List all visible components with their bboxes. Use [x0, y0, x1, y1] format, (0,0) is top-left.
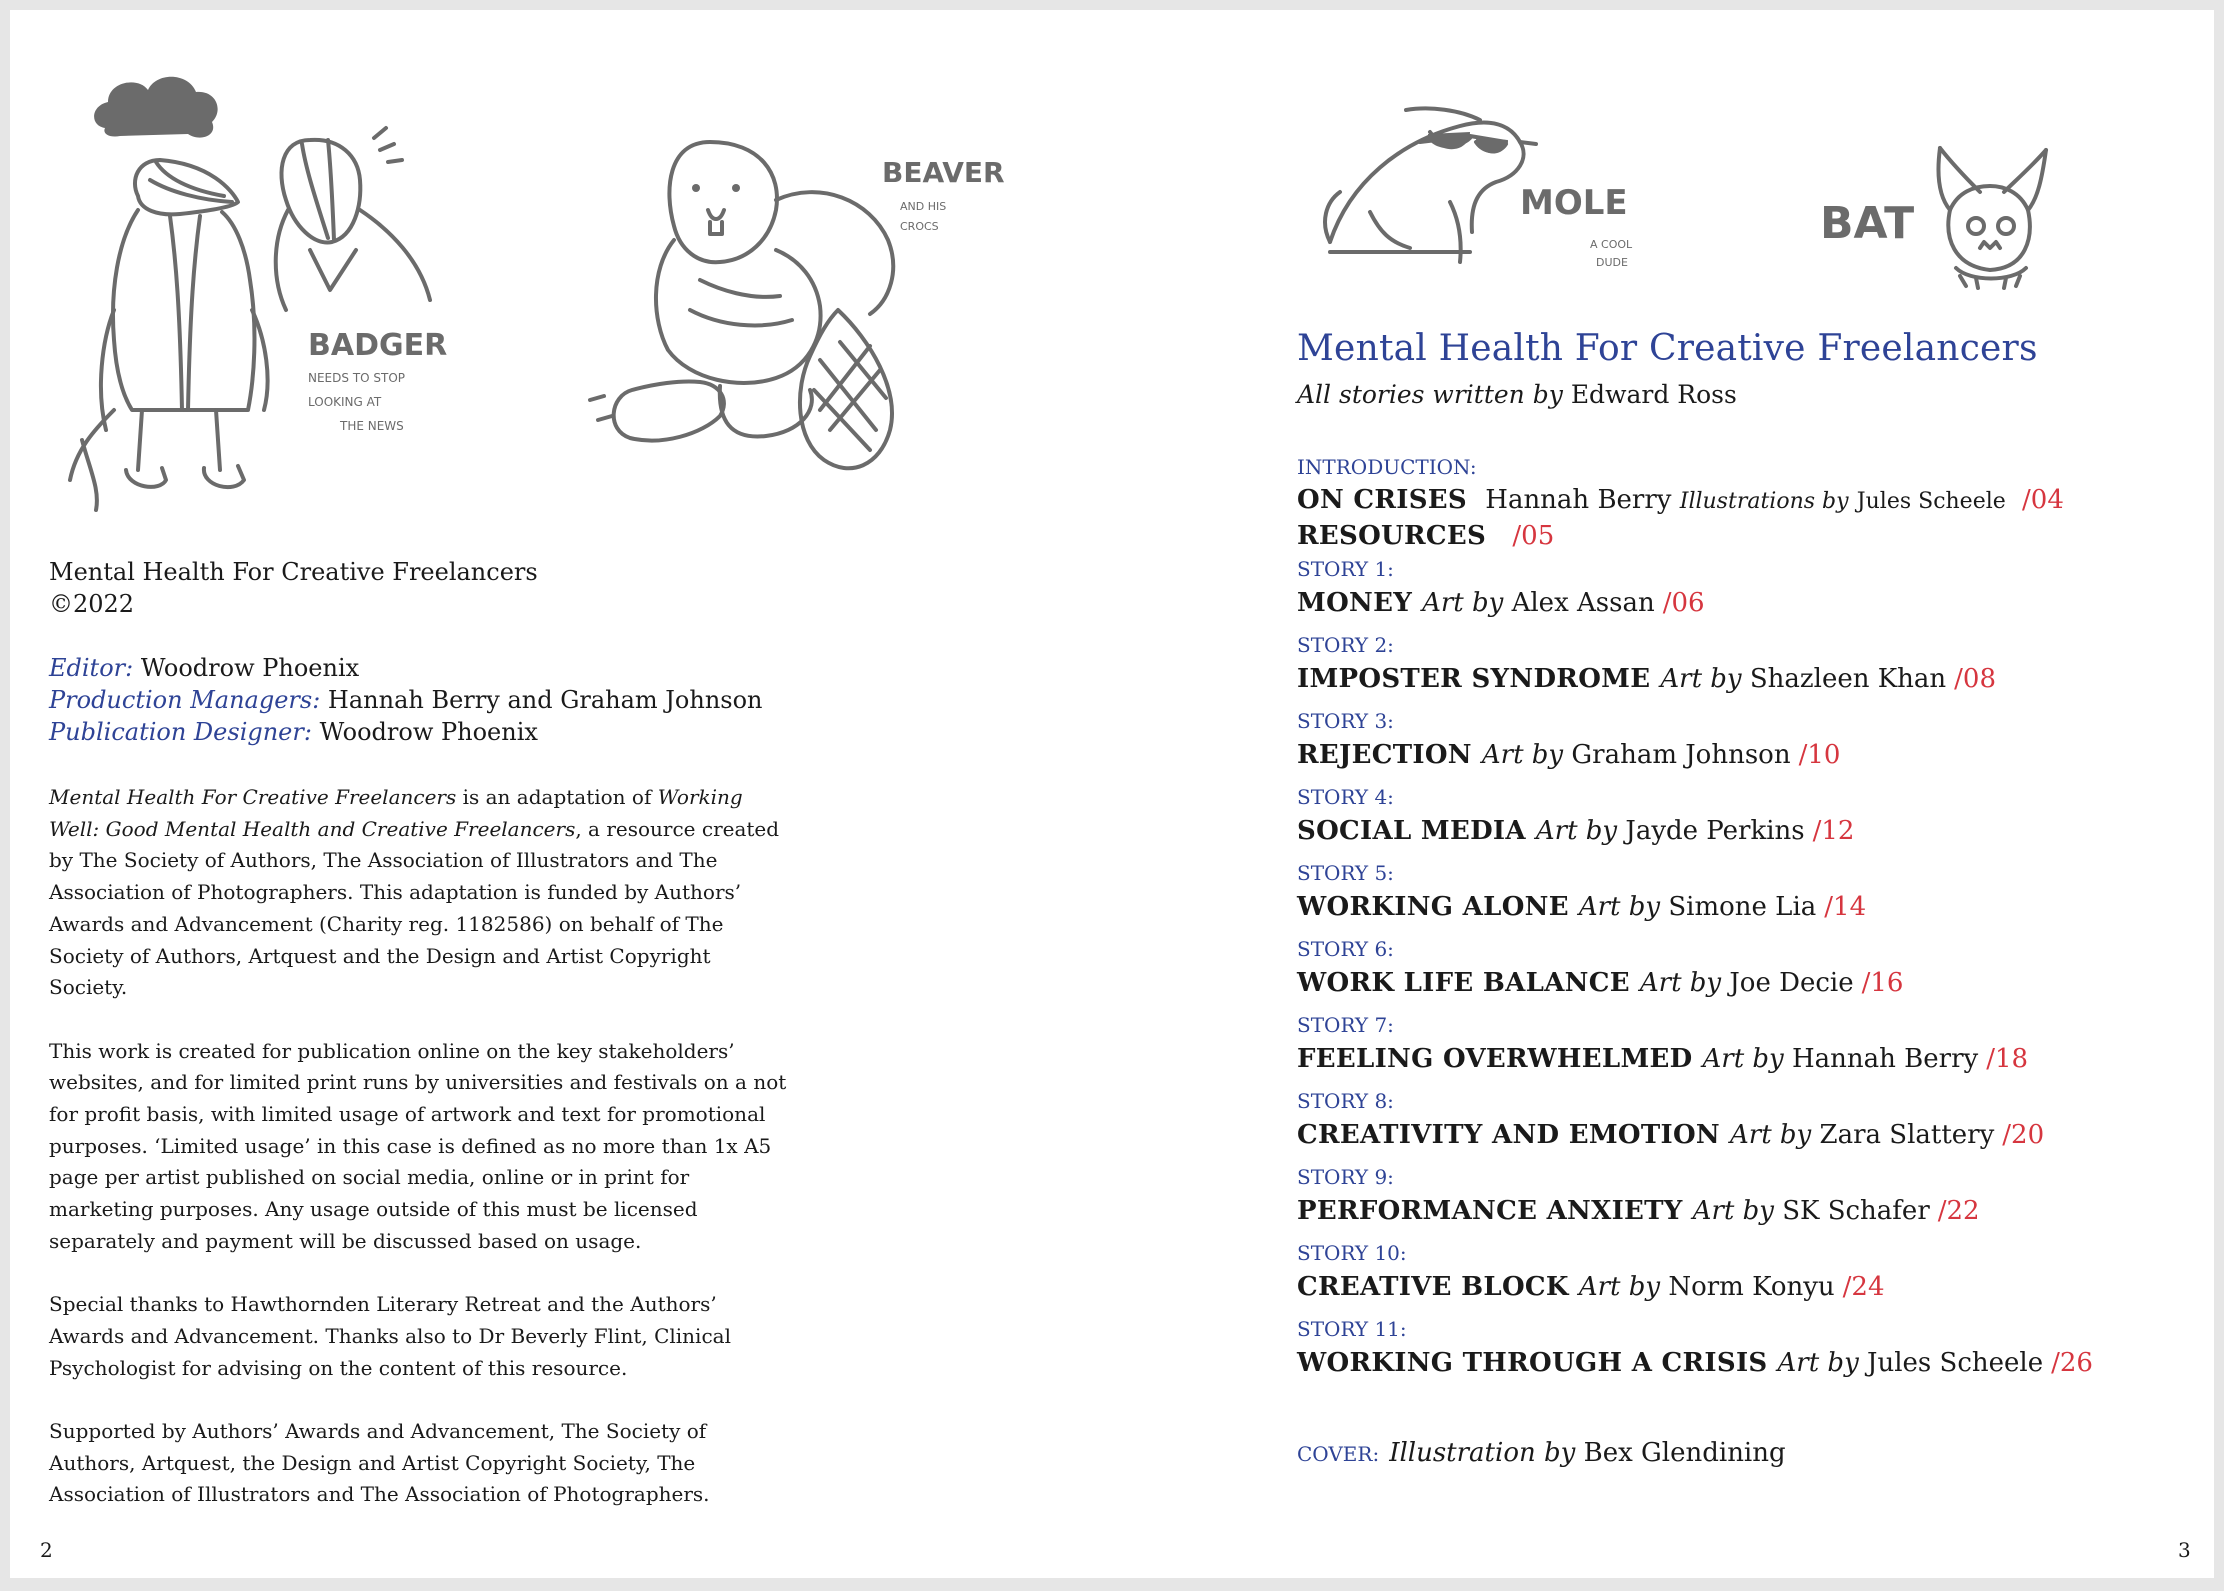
beaver-illustration	[570, 130, 1005, 490]
credit-publication-designer	[49, 716, 763, 748]
badger-note-line-1: NEEDS TO STOP	[308, 371, 406, 385]
toc-entry-story[interactable]: IMPOSTER SYNDROME Art by Shazleen Khan /08	[1297, 664, 1996, 694]
copyright: ©2022	[49, 590, 135, 618]
badger-note-line-2: LOOKING AT	[308, 395, 382, 409]
mole-illustration	[1310, 102, 1690, 282]
toc-page-number: /04	[2022, 485, 2064, 515]
badger-illustration	[10, 10, 550, 530]
toc-story-label: STORY 3:	[1297, 709, 1394, 733]
story-list	[1297, 556, 2157, 1392]
beaver-label: BEAVER	[882, 156, 1005, 189]
body-text	[49, 782, 789, 1543]
toc-page-number: /18	[1986, 1044, 2029, 1074]
mole-note-line-2: DUDE	[1596, 256, 1628, 269]
toc-entry-story[interactable]: CREATIVITY AND EMOTION Art by Zara Slattery /20	[1297, 1120, 2045, 1150]
cloud-icon	[94, 77, 218, 138]
page-number-left: 2	[40, 1538, 53, 1562]
badger-worried-icon	[276, 128, 430, 310]
badger-label: BADGER	[308, 328, 448, 363]
bat-icon	[1938, 148, 2046, 288]
publication-info	[49, 556, 538, 620]
toc-page-number: /12	[1812, 816, 1855, 846]
toc-page-number: /16	[1861, 968, 1904, 998]
toc-page-number: /10	[1798, 740, 1841, 770]
toc-page-number: /22	[1937, 1196, 1980, 1226]
toc-page-number: /14	[1824, 892, 1867, 922]
paragraph-usage: This work is created for publication online on the key stakeholders’ websites, and for limited print runs by universities and festivals on a not for profit basis, with limited usage of artwork and text for promotional purposes. ‘Limited usage’ in this case is defined as no more than 1x A5 page per artist published on social media, online or in print for marketing purposes. Any usage outside of this must be licensed separately and payment will be discussed based on usage.	[49, 1038, 787, 1253]
toc-entry-story[interactable]: SOCIAL MEDIA Art by Jayde Perkins /12	[1297, 816, 1855, 846]
beaver-note-line-1: AND HIS	[900, 200, 947, 213]
toc-entry-story[interactable]: PERFORMANCE ANXIETY Art by SK Schafer /22	[1297, 1196, 1980, 1226]
badger-standing-icon	[70, 160, 268, 510]
beaver-note-line-2: CROCS	[900, 220, 939, 233]
toc-page-number: /06	[1662, 588, 1705, 618]
beaver-icon	[590, 142, 893, 468]
toc-entry-story[interactable]: REJECTION Art by Graham Johnson /10	[1297, 740, 1841, 770]
book-spread	[10, 10, 2214, 1578]
toc-story-label: STORY 2:	[1297, 633, 1394, 657]
credit-role: Editor:	[49, 654, 134, 682]
paragraph-thanks: Special thanks to Hawthornden Literary Retreat and the Authors’ Awards and Advancement. Thanks also to Dr Beverly Flint, Clinical Psychologist for advising on the content of this resource.	[49, 1292, 731, 1380]
paragraph-supporters: Supported by Authors’ Awards and Advancement, The Society of Authors, Artquest, the Design and Artist Copyright Society, The Association of Illustrators and The Association of Photographers.	[49, 1419, 710, 1507]
credit-name: Woodrow Phoenix	[319, 718, 538, 746]
credits	[49, 652, 763, 748]
table-of-contents	[1297, 454, 2157, 1392]
toc-page-number: /24	[1842, 1272, 1885, 1302]
credit-name: Woodrow Phoenix	[140, 654, 360, 682]
toc-story-label: STORY 1:	[1297, 557, 1394, 581]
cover-credit: COVER: Illustration by Bex Glendining	[1297, 1438, 1786, 1468]
toc-story-label: STORY 8:	[1297, 1089, 1394, 1113]
publication-title: Mental Health For Creative Freelancers	[49, 558, 538, 586]
credit-editor	[49, 652, 763, 684]
page-number-right: 3	[2178, 1538, 2191, 1562]
toc-page-number: /26	[2051, 1348, 2093, 1378]
toc-story-label: STORY 11:	[1297, 1317, 1407, 1341]
toc-entry-intro[interactable]: ON CRISES Hannah Berry Illustrations by Jules Scheele /04	[1297, 485, 2064, 515]
toc-entry-story[interactable]: CREATIVE BLOCK Art by Norm Konyu /24	[1297, 1272, 1885, 1302]
mole-icon	[1325, 108, 1536, 262]
toc-page-number: /08	[1954, 664, 1996, 694]
toc-entry-story[interactable]: WORKING THROUGH A CRISIS Art by Jules Scheele /26	[1297, 1348, 2093, 1378]
bat-label: BAT	[1820, 198, 1915, 249]
credit-role: Production Managers:	[49, 686, 321, 714]
paragraph-adaptation: Mental Health For Creative Freelancers is an adaptation of Working Well: Good Mental Health and Creative Freelancers, a resource created by The Society of Authors, The Association of Illustrators and The Association of Photographers. This adaptation is funded by Authors’ Awards and Advancement (Charity reg. 1182586) on behalf of The Society of Authors, Artquest and the Design and Artist Copyright Society.	[49, 785, 780, 1000]
toc-story-label: STORY 7:	[1297, 1013, 1394, 1037]
toc-section-label: INTRODUCTION:	[1297, 455, 1477, 479]
toc-story-label: STORY 10:	[1297, 1241, 1407, 1265]
toc-story-label: STORY 6:	[1297, 937, 1394, 961]
toc-title: Mental Health For Creative Freelancers	[1297, 328, 2038, 369]
mole-note-line-1: A COOL	[1590, 238, 1633, 251]
toc-story-label: STORY 9:	[1297, 1165, 1394, 1189]
toc-story-label: STORY 4:	[1297, 785, 1394, 809]
toc-page-number: /05	[1512, 521, 1555, 551]
toc-entry-story[interactable]: FEELING OVERWHELMED Art by Hannah Berry /18	[1297, 1044, 2029, 1074]
badger-note-line-3: THE NEWS	[340, 419, 404, 433]
toc-story-label: STORY 5:	[1297, 861, 1394, 885]
toc-subtitle: All stories written by Edward Ross	[1297, 380, 1737, 409]
bat-illustration	[1820, 138, 2080, 288]
toc-entry-resources[interactable]: RESOURCES /05	[1297, 521, 1555, 551]
credit-role: Publication Designer:	[49, 718, 312, 746]
mole-label: MOLE	[1520, 183, 1628, 223]
toc-entry-story[interactable]: WORK LIFE BALANCE Art by Joe Decie /16	[1297, 968, 1904, 998]
credit-name: Hannah Berry and Graham Johnson	[327, 686, 763, 714]
toc-entry-story[interactable]: WORKING ALONE Art by Simone Lia /14	[1297, 892, 1867, 922]
toc-entry-story[interactable]: MONEY Art by Alex Assan /06	[1297, 588, 1705, 618]
toc-page-number: /20	[2002, 1120, 2045, 1150]
credit-production-managers	[49, 684, 763, 716]
